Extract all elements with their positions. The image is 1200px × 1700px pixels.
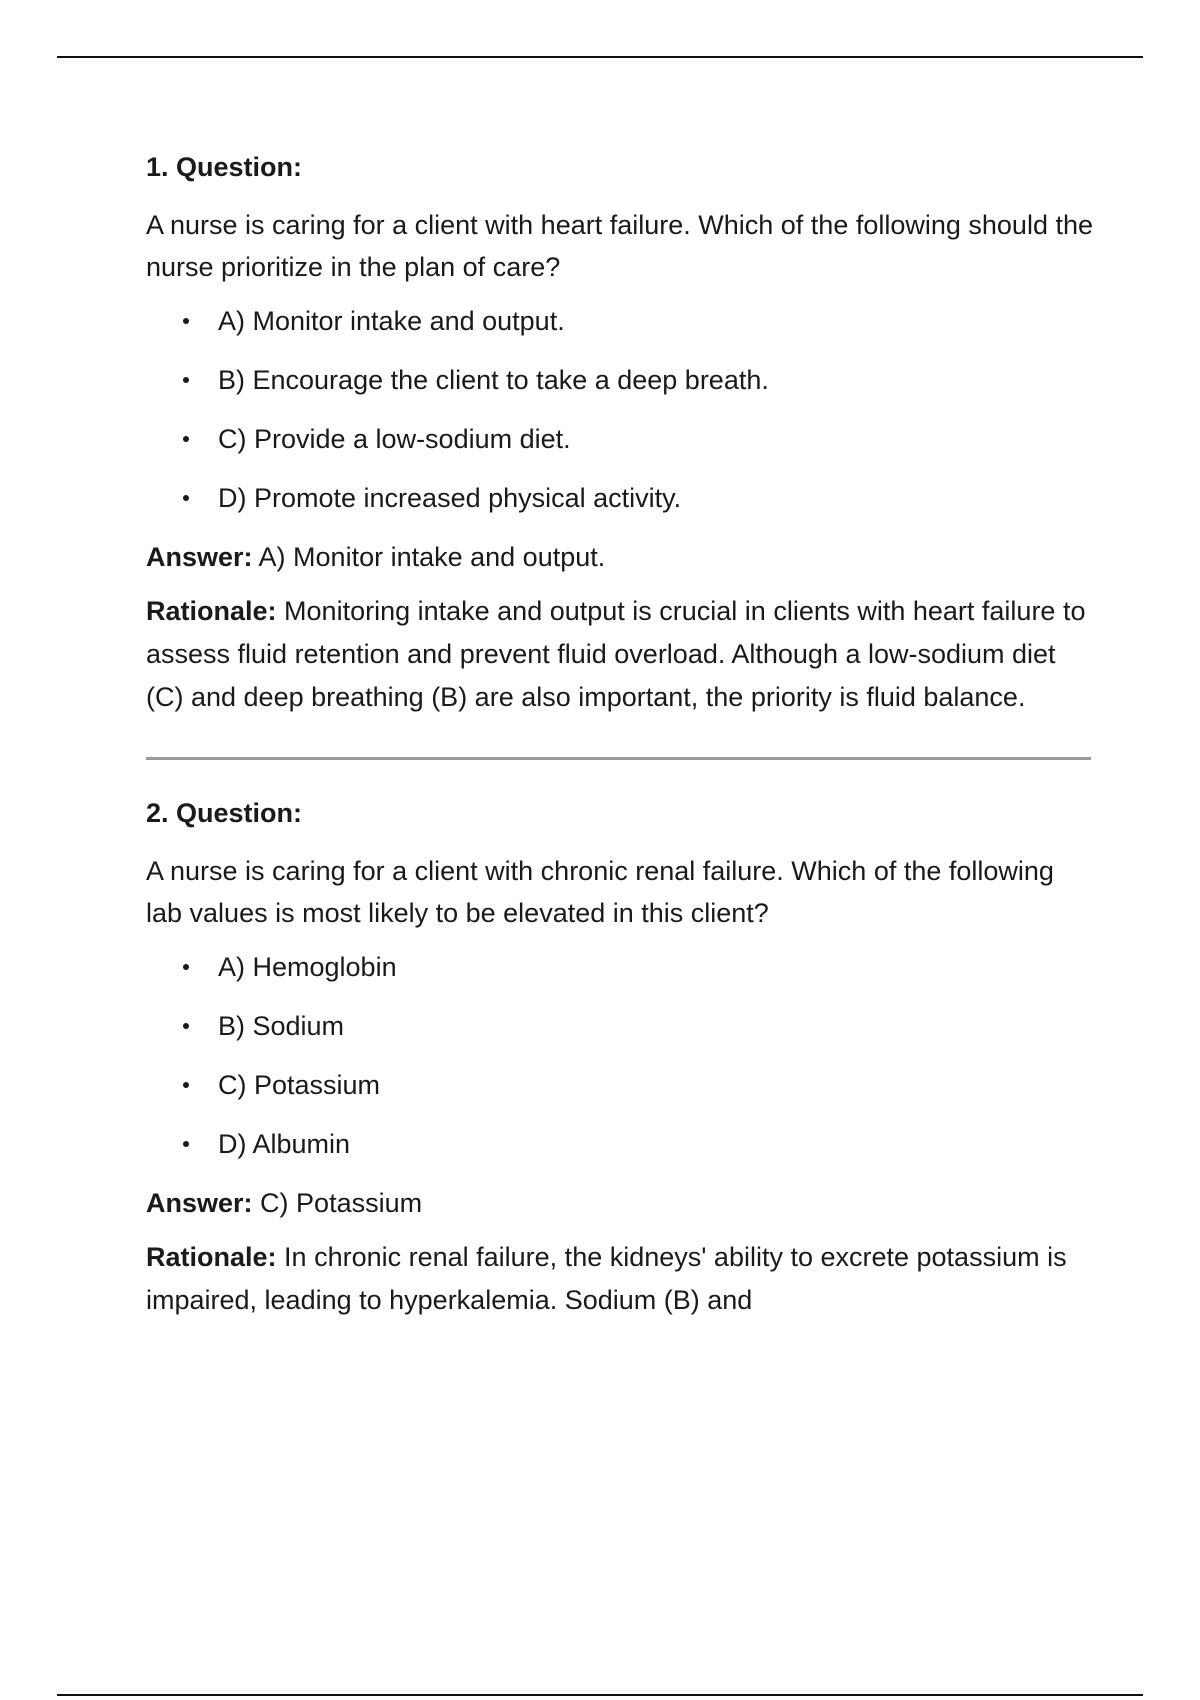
question-block-1	[146, 146, 1096, 719]
option-label: B) Sodium	[218, 1011, 345, 1041]
answer-value: C) Potassium	[260, 1188, 423, 1218]
option-item	[146, 946, 1096, 988]
answer-value: A) Monitor intake and output.	[258, 542, 606, 572]
rationale-text: In chronic renal failure, the kidneys' ability to excrete potassium is impaired, leading to hyperkalemia. Sodium (B) and	[146, 1242, 1067, 1315]
question-text: A nurse is caring for a client with heart failure. Which of the following should the nurse prioritize in the plan of care?	[146, 210, 1093, 282]
option-list	[146, 946, 1096, 1165]
option-item	[146, 359, 1096, 401]
document-body	[146, 146, 1096, 1322]
bullet-icon	[183, 964, 189, 970]
option-label: D) Albumin	[218, 1129, 351, 1159]
option-label: B) Encourage the client to take a deep breath.	[218, 365, 769, 395]
question-heading: 2. Question:	[146, 798, 303, 828]
bullet-icon	[183, 436, 189, 442]
option-label: C) Potassium	[218, 1070, 381, 1100]
question-heading: 1. Question:	[146, 152, 303, 182]
bullet-icon	[183, 1082, 189, 1088]
option-label: A) Monitor intake and output.	[218, 306, 565, 336]
bullet-icon	[183, 318, 189, 324]
section-divider	[146, 757, 1091, 760]
rationale-label: Rationale:	[146, 596, 277, 626]
option-list	[146, 300, 1096, 519]
option-item	[146, 477, 1096, 519]
bullet-icon	[183, 495, 189, 501]
question-text: A nurse is caring for a client with chronic renal failure. Which of the following lab values is most likely to be elevated in this client?	[146, 856, 1054, 928]
answer-line	[146, 536, 1096, 578]
bullet-icon	[183, 1141, 189, 1147]
option-label: C) Provide a low-sodium diet.	[218, 424, 571, 454]
option-item	[146, 418, 1096, 460]
answer-line	[146, 1182, 1096, 1224]
option-label: A) Hemoglobin	[218, 952, 397, 982]
rationale-paragraph	[146, 1236, 1096, 1322]
option-item	[146, 1064, 1096, 1106]
page-top-rule	[57, 56, 1143, 58]
answer-label: Answer:	[146, 1188, 253, 1218]
rationale-paragraph	[146, 590, 1096, 719]
option-item	[146, 1005, 1096, 1047]
option-item	[146, 300, 1096, 342]
question-block-2	[146, 792, 1096, 1322]
option-label: D) Promote increased physical activity.	[218, 483, 682, 513]
bullet-icon	[183, 1023, 189, 1029]
page-bottom-rule	[57, 1694, 1143, 1696]
rationale-label: Rationale:	[146, 1242, 277, 1272]
rationale-text: Monitoring intake and output is crucial in clients with heart failure to assess fluid retention and prevent fluid overload. Although a low-sodium diet (C) and deep breathing (B) are also important, the priority is fluid balance.	[146, 596, 1086, 712]
answer-label: Answer:	[146, 542, 253, 572]
bullet-icon	[183, 377, 189, 383]
option-item	[146, 1123, 1096, 1165]
